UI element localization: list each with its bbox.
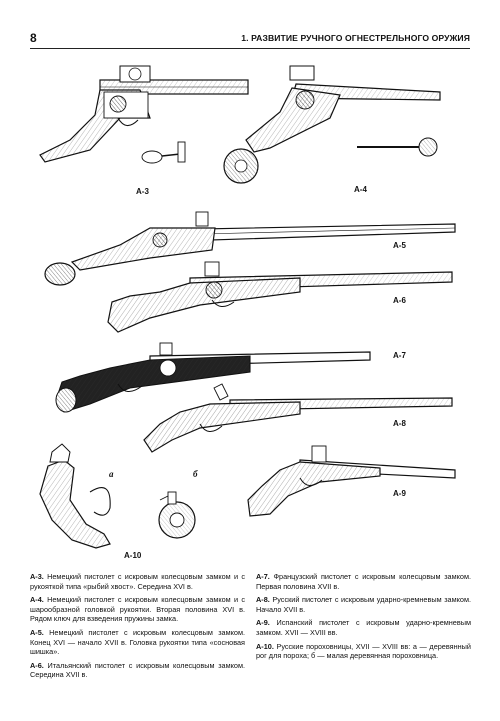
powder-horn-a-drawing bbox=[40, 444, 110, 548]
figure-label-a4: A-4 bbox=[354, 185, 367, 194]
caption-a7 bbox=[256, 572, 471, 591]
captions-left-column bbox=[30, 572, 245, 684]
caption-id: A-6. bbox=[30, 660, 44, 670]
caption-id: A-8. bbox=[256, 595, 270, 605]
caption-a8 bbox=[256, 595, 471, 614]
caption-a4 bbox=[30, 595, 245, 624]
figure-label-a7: A-7 bbox=[393, 351, 406, 360]
figure-label-a10-b: б bbox=[193, 469, 198, 479]
powder-flask-b-drawing bbox=[159, 492, 195, 538]
caption-text: Русский пистолет с искровым ударно-кремневым замком. Начало XVII в. bbox=[256, 595, 471, 614]
spanner-key-a4-drawing bbox=[357, 138, 437, 156]
caption-a5 bbox=[30, 628, 245, 657]
figure-label-a3: A-3 bbox=[136, 187, 149, 196]
caption-id: A-3. bbox=[30, 572, 44, 581]
figure-label-a10-a: а bbox=[109, 469, 114, 479]
pistol-a8-drawing bbox=[144, 384, 452, 452]
caption-text: Немецкий пистолет с искровым колесцовым замком и с рукояткой типа «рыбий хвост». Середина XVI в. bbox=[30, 572, 245, 591]
pistol-a4-drawing bbox=[224, 66, 440, 183]
figure-label-a6: A-6 bbox=[393, 296, 406, 305]
figure-label-a5: A-5 bbox=[393, 241, 406, 250]
figure-label-a10: A-10 bbox=[124, 551, 142, 560]
caption-id: A-9. bbox=[256, 618, 270, 628]
pistol-a3-drawing bbox=[40, 66, 248, 162]
caption-a9 bbox=[256, 618, 471, 637]
running-title: 1. РАЗВИТИЕ РУЧНОГО ОГНЕСТРЕЛЬНОГО ОРУЖИЯ bbox=[241, 33, 470, 43]
pistol-a9-drawing bbox=[248, 446, 455, 516]
caption-a6 bbox=[30, 661, 245, 680]
caption-id: A-7. bbox=[256, 572, 270, 581]
caption-id: A-10. bbox=[256, 641, 274, 651]
caption-id: A-5. bbox=[30, 627, 44, 637]
spanner-key-a3-drawing bbox=[142, 142, 185, 163]
page-number: 8 bbox=[30, 31, 37, 45]
caption-text: Французский пистолет с искровым колесцовым замком. Первая половина XVII в. bbox=[256, 572, 471, 591]
caption-text: Немецкий пистолет с искровым колесцовым замком. Конец XVI — начало XVII в. Головка рукоятки типа «сосновая шишка». bbox=[30, 627, 246, 657]
figure-label-a8: A-8 bbox=[393, 419, 406, 428]
caption-text: Русские пороховницы, XVII — XVIII вв: а — деревянный рог для пороха; б — малая деревянная пороховница. bbox=[256, 641, 471, 661]
figure-label-a9: A-9 bbox=[393, 489, 406, 498]
captions-right-column bbox=[256, 572, 471, 665]
caption-text: Немецкий пистолет с искровым колесцовым замком и с шарообразной головкой рукоятки. Вторая половина XVI в. Рядом ключ для взведения пружины замка. bbox=[30, 595, 245, 624]
caption-a3 bbox=[30, 572, 245, 591]
caption-text: Итальянский пистолет с искровым колесцовым замком. Середина XVII в. bbox=[30, 660, 245, 680]
caption-id: A-4. bbox=[30, 595, 44, 605]
caption-text: Испанский пистолет с искровым ударно-кремневым замком. XVII — XVIII вв. bbox=[256, 618, 471, 637]
caption-a10 bbox=[256, 642, 471, 661]
